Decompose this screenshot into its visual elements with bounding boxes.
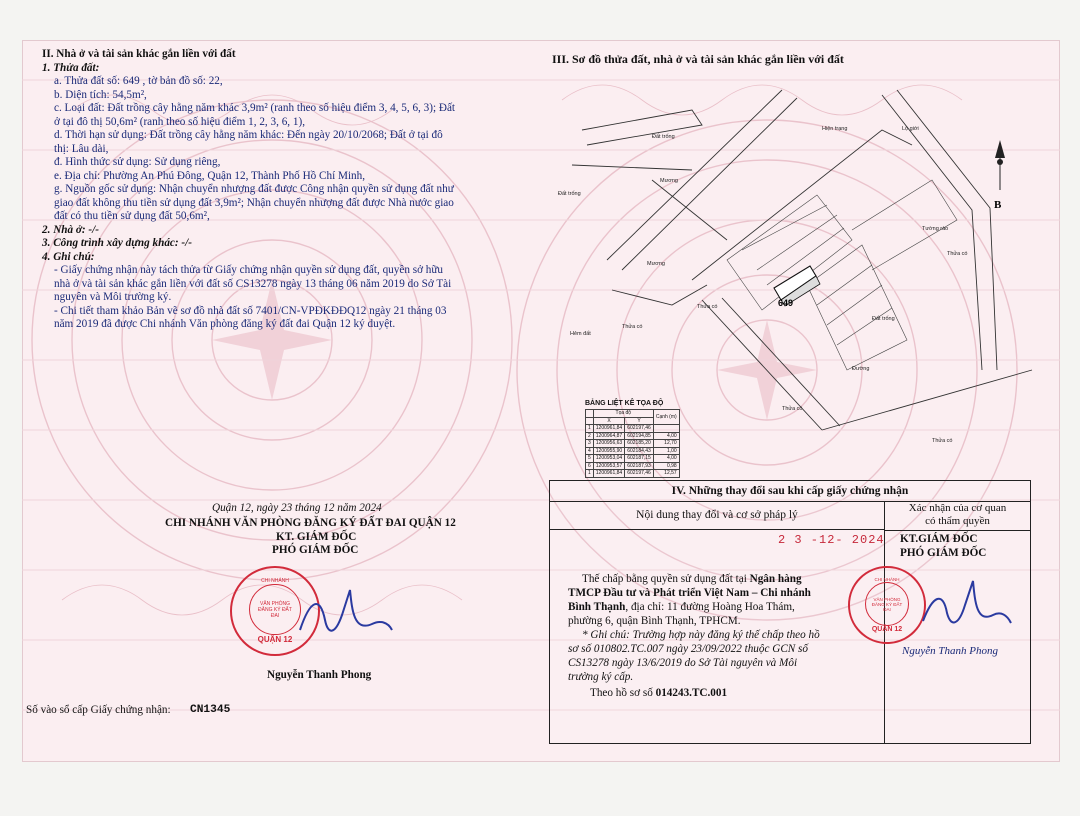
land-type-line-2: ở tại đô thị 50,6m² (ranh theo số hiệu điểm 1, 2, 3, 6, 1), xyxy=(54,115,306,128)
signature-left xyxy=(280,580,400,650)
coordinate-row xyxy=(586,425,680,433)
origin-line-2: giao đất không thu tiền sử dụng đất 3,9m²; Nhận chuyển nhượng đất được Nhà nước giao xyxy=(54,196,454,209)
mortgage-line-2: TMCP Đầu tư và Phát triển Việt Nam – Chi nhánh xyxy=(568,587,811,599)
plot-area: b. Diện tích: 54,5m², xyxy=(54,88,147,101)
usage-term-line-2: thị: Lâu dài, xyxy=(54,142,109,155)
svg-text:Đường: Đường xyxy=(852,366,870,372)
svg-text:Thửa có: Thửa có xyxy=(782,406,803,412)
coordinate-row xyxy=(586,462,680,470)
mortgage-note-2: sơ số 010802.TC.007 ngày 23/09/2022 thuộc GCN số xyxy=(568,643,808,655)
signature-right xyxy=(905,573,1015,643)
coordinate-table-title: BẢNG LIỆT KÊ TỌA ĐỘ xyxy=(585,400,664,407)
coordinate-row xyxy=(586,440,680,448)
office-seal-right: CHI NHÁNH VĂN PHÒNG ĐĂNG KÝ ĐẤT ĐAI QUẬN 12 xyxy=(848,566,926,644)
coordinate-cell xyxy=(653,425,679,433)
north-arrow-icon xyxy=(995,140,1005,190)
coordinate-cell: 12,70 xyxy=(653,440,679,448)
coordinate-cell: 602184,43 xyxy=(625,447,654,455)
note-1-line-1: - Giấy chứng nhận này tách thửa từ Giấy chứng nhận quyền sử dụng đất, quyền sở hữu xyxy=(54,264,444,276)
sketch-title: III. Sơ đồ thửa đất, nhà ở và tài sản khác gắn liền với đất xyxy=(552,52,844,66)
note-2-line-2: năm 2019 đã được Chi nhánh Văn phòng đăng ký đất đai Quận 12 ký duyệt. xyxy=(54,318,396,330)
signer-name-right: Nguyễn Thanh Phong xyxy=(902,645,998,657)
coordinate-cell: 3 xyxy=(586,440,594,448)
svg-text:Tường rào: Tường rào xyxy=(922,226,949,232)
coordinate-cell: 12,57 xyxy=(653,470,679,478)
issue-date: Quận 12, ngày 23 tháng 12 năm 2024 xyxy=(212,502,382,514)
address: e. Địa chỉ: Phường An Phú Đông, Quận 12, Thành Phố Hồ Chí Minh, xyxy=(54,169,366,182)
coordinate-cell: 4,00 xyxy=(653,455,679,463)
origin-line-1: g. Nguồn gốc sử dụng: Nhận chuyển nhượng đất được Công nhận quyền sử dụng đất như xyxy=(54,183,454,195)
deputy-director-right: PHÓ GIÁM ĐỐC xyxy=(900,547,987,559)
coordinate-cell: 4 xyxy=(586,447,594,455)
coordinate-row xyxy=(586,455,680,463)
mortgage-line-4: phường 6, quận Bình Thạnh, TPHCM. xyxy=(568,615,741,627)
house-section: 2. Nhà ở: -/- xyxy=(42,223,99,236)
coordinate-cell: 1200953,57 xyxy=(593,462,624,470)
plot-number: a. Thửa đất số: 649 , tờ bản đồ số: 22, xyxy=(54,75,223,87)
coordinate-cell: 1 xyxy=(586,470,594,478)
certificate-page xyxy=(22,40,1060,762)
office-seal-left: CHI NHÁNH VĂN PHÒNG ĐĂNG KÝ ĐẤT ĐAI QUẬN 12 xyxy=(230,566,320,656)
svg-text:Thửa có: Thửa có xyxy=(622,324,643,330)
registry-number: CN1345 xyxy=(190,704,231,716)
svg-text:Đất trống: Đất trống xyxy=(652,134,675,140)
coordinate-cell: 1200955,90 xyxy=(593,447,624,455)
coordinate-cell: 1 xyxy=(586,425,594,433)
usage-term-line-1: d. Thời hạn sử dụng: Đất trồng cây hằng năm khác: Đến ngày 20/10/2068; Đất ở tại đô xyxy=(54,129,443,141)
svg-text:Thửa có: Thửa có xyxy=(947,251,968,257)
changes-table xyxy=(549,480,1031,744)
svg-text:Hiện trạng: Hiện trạng xyxy=(822,126,848,132)
note-1-line-3: nguyên và Môi trường ký. xyxy=(54,291,172,303)
note-1-line-2: nhà ở và tài sản khác gắn liền với đất số CS13278 ngày 13 tháng 06 năm 2019 do Sở Tài xyxy=(54,277,452,290)
coordinate-cell: 0,98 xyxy=(653,462,679,470)
confirmation-column-header: Xác nhận của cơ quan có thẩm quyền xyxy=(885,501,1030,531)
coordinate-cell: 1200961,84 xyxy=(593,425,624,433)
svg-text:Lộ giới: Lộ giới xyxy=(902,126,919,132)
note-2-line-1: - Chi tiết tham khảo Bản vẽ sơ đồ nhà đất số 7401/CN-VPĐKĐĐQ12 ngày 21 tháng 03 xyxy=(54,304,447,317)
coordinate-cell: 1200964,87 xyxy=(593,432,624,440)
other-construction-section: 3. Công trình xây dựng khác: -/- xyxy=(42,237,192,249)
deputy-director: PHÓ GIÁM ĐỐC xyxy=(272,544,359,556)
coordinate-row xyxy=(586,470,680,478)
coordinate-row xyxy=(586,432,680,440)
mortgage-note-3: CS13278 ngày 13/6/2019 do Sở Tài nguyên và Môi xyxy=(568,657,798,669)
coordinate-cell: 1,00 xyxy=(653,447,679,455)
coordinate-cell: 602197,46 xyxy=(625,425,654,433)
land-type-line-1: c. Loại đất: Đất trồng cây hằng năm khác 3,9m² (ranh theo số hiệu điểm 3, 4, 5, 6, 3); Đất xyxy=(54,102,456,114)
mortgage-note-1: * Ghi chú: Trường hợp này đăng ký thế chấp theo hồ xyxy=(582,629,820,641)
kt-director-right: KT.GIÁM ĐỐC xyxy=(900,533,978,545)
notes-section-title: 4. Ghi chú: xyxy=(42,250,95,263)
svg-text:Thửa có: Thửa có xyxy=(697,304,718,310)
coordinate-cell: 602187,15 xyxy=(625,455,654,463)
signer-name-left: Nguyễn Thanh Phong xyxy=(267,669,372,681)
section-header: II. Nhà ở và tài sản khác gắn liền với đất xyxy=(42,48,236,60)
svg-text:Đất trống: Đất trống xyxy=(872,316,895,322)
coordinate-cell: 602187,93 xyxy=(625,462,654,470)
coordinate-cell: 1200956,63 xyxy=(593,440,624,448)
mortgage-line-3: Bình Thạnh, địa chỉ: 11 đường Hoàng Hoa Thám, xyxy=(568,601,795,613)
usage-form: đ. Hình thức sử dụng: Sử dụng riêng, xyxy=(54,156,221,168)
coordinate-cell: 602194,85 xyxy=(625,432,654,440)
coordinate-cell: 6 xyxy=(586,462,594,470)
changes-table-title: IV. Những thay đổi sau khi cấp giấy chứng nhận xyxy=(550,481,1030,502)
land-plot-title: 1. Thửa đất: xyxy=(42,61,100,74)
coordinate-row xyxy=(586,447,680,455)
coordinate-cell: 4,00 xyxy=(653,432,679,440)
kt-director: KT. GIÁM ĐỐC xyxy=(276,531,357,543)
coordinate-cell: 2 xyxy=(586,432,594,440)
mortgage-note-4: trường ký cấp. xyxy=(568,671,634,683)
svg-text:Mương: Mương xyxy=(647,261,665,267)
content-column-header: Nội dung thay đổi và cơ sở pháp lý xyxy=(550,501,884,530)
svg-text:Thửa có: Thửa có xyxy=(932,438,953,444)
coordinate-cell: 5 xyxy=(586,455,594,463)
registry-label: Số vào sổ cấp Giấy chứng nhận: xyxy=(26,704,171,716)
coordinate-cell: 1200953,04 xyxy=(593,455,624,463)
svg-text:Đất trống: Đất trống xyxy=(558,191,581,197)
coordinate-cell: 602197,46 xyxy=(625,470,654,478)
issuing-office: CHI NHÁNH VĂN PHÒNG ĐĂNG KÝ ĐẤT ĐAI QUẬN 12 xyxy=(165,517,456,529)
origin-line-3: đất có thu tiền sử dụng đất 50,6m², xyxy=(54,210,210,222)
parcel-label: 649 xyxy=(778,298,794,308)
change-date-stamp: 2 3 -12- 2024 xyxy=(778,533,885,547)
coordinate-cell: 602185,20 xyxy=(625,440,654,448)
svg-text:Hẻm đất: Hẻm đất xyxy=(570,331,591,337)
svg-text:Mương: Mương xyxy=(660,178,678,184)
coordinate-cell: 1200961,84 xyxy=(593,470,624,478)
coordinate-table: BẢNG LIỆT KÊ TỌA ĐỘ Tọa độ Cạnh (m) X Y 1 1200961,84 602197,46 2 1200964,87 602194,85 4,00 3 1200956,63 602185,20 12,70 4 1200955,90 602184,43 1,00 5 1200953,04 602187,15 4,00 6 1200953,57 602187,93 0,98 1 1200961,84 602197,46 12,57 xyxy=(585,400,680,478)
north-label: B xyxy=(994,199,1002,211)
mortgage-line-1: Thế chấp bằng quyền sử dụng đất tại Ngân hàng xyxy=(582,573,802,585)
dossier-reference: Theo hồ sơ số 014243.TC.001 xyxy=(590,687,728,699)
